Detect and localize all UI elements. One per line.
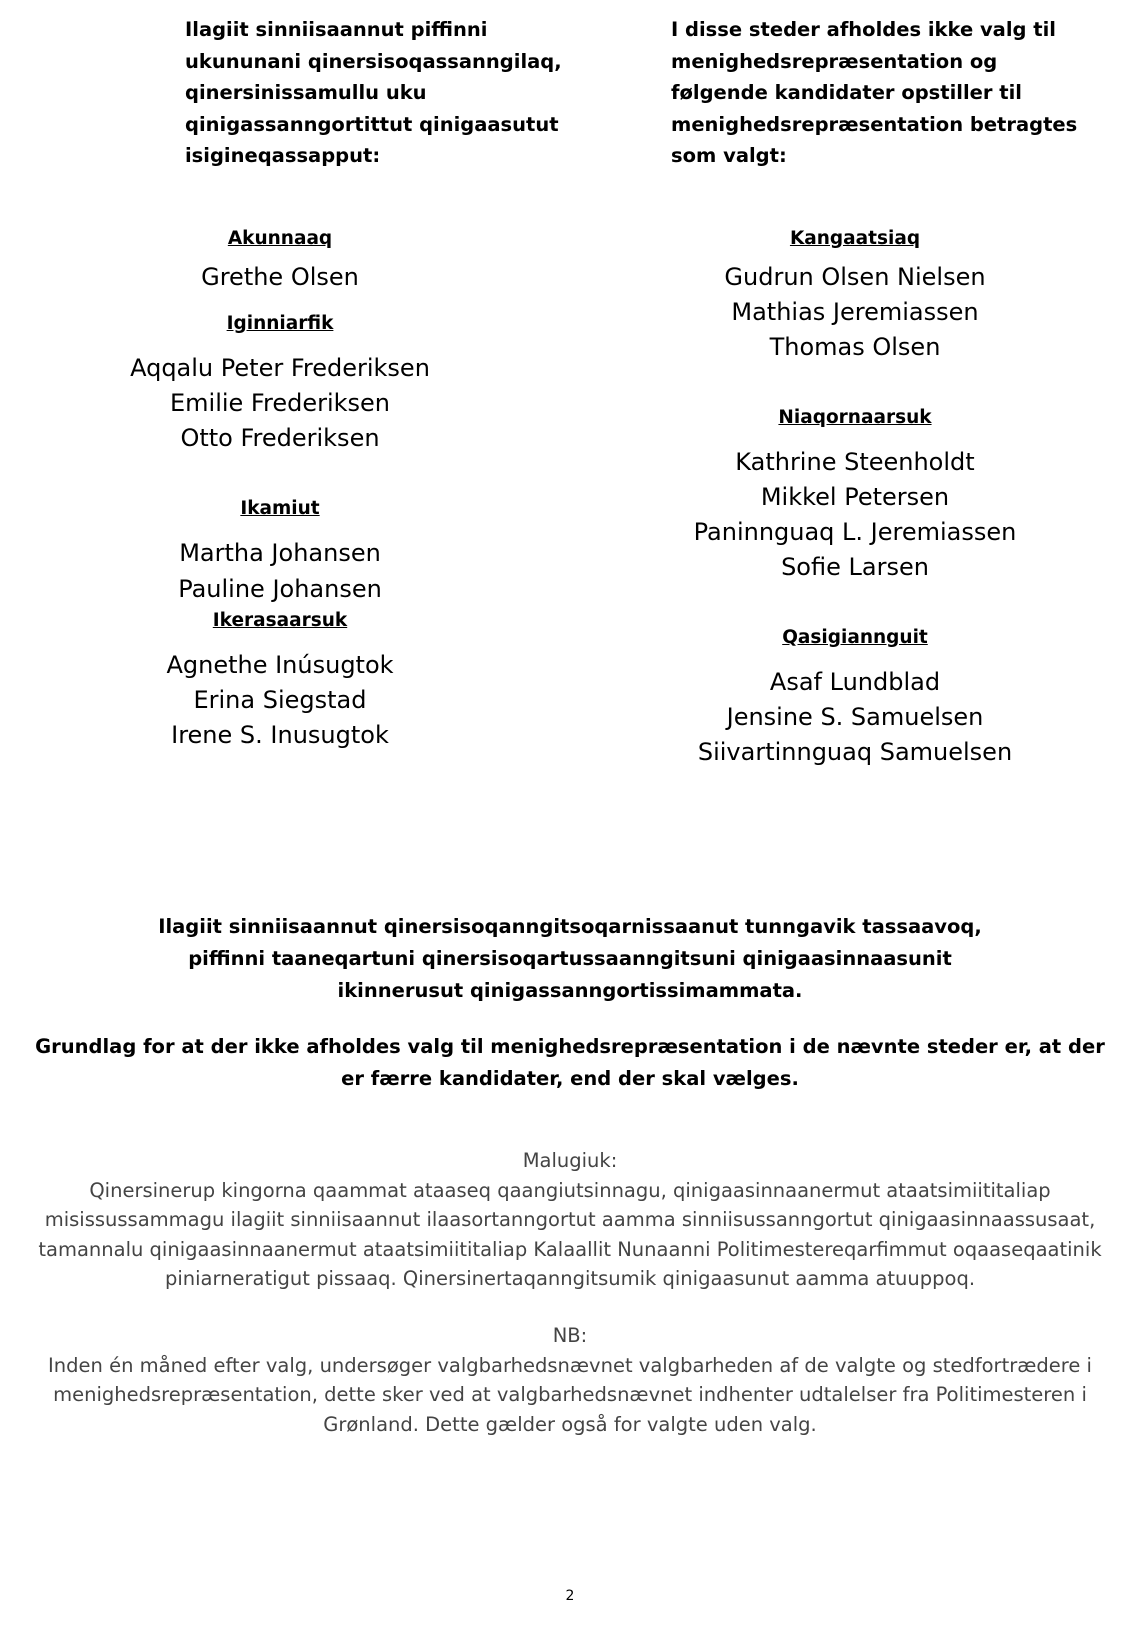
candidate-name: Gudrun Olsen Nielsen [724,263,986,291]
candidate-list [655,260,1055,365]
place-section [655,226,1055,365]
note-danish [20,1321,1120,1439]
note-text: Qinersinerup kingorna qaammat ataaseq qaangiutsinnagu, qinigaasinnaanermut ataatsimiititaliap misissussammagu ilagiit sinniisaannut ilaasortanngortut aamma sinniisussanngortut qinigaasinnaassusaat, tamannalu qinigaasinnaanermut ataatsimiititaliap Kalaallit Nunaanni Politimestereqarfimmut oqaaseqaatinik piniarneratigut pissaaq. Qinersinertaqanngitsumik qinigaasunut aamma atuuppoq. [38,1178,1102,1290]
note-text: Inden én måned efter valg, undersøger valgbarhedsnævnet valgbarheden af de valgte og stedfortrædere i menighedsrepræsentation, dette sker ved at valgbarhedsnævnet indhenter udtalelser fra Politimesteren i Grønland. Dette gælder også for valgte uden valg. [48,1353,1092,1436]
candidate-name: Irene S. Inusugtok [171,721,389,749]
place-heading: Kangaatsiaq [789,228,921,249]
right-column [655,226,1055,770]
place-heading: Niaqornaarsuk [778,407,932,428]
place-heading: Akunnaaq [227,228,333,249]
place-section [80,496,480,608]
candidate-name: Sofie Larsen [781,553,929,581]
place-section [80,226,480,295]
candidate-name: Paninnguaq L. Jeremiassen [693,518,1017,546]
candidate-name: Pauline Johansen [178,575,382,603]
candidate-name: Martha Johansen [179,539,381,567]
place-section [80,311,480,456]
page-number: 2 [565,1588,575,1604]
candidate-name: Agnethe Inúsugtok [166,651,394,679]
place-heading: Iginniarfik [226,313,334,334]
candidate-name: Thomas Olsen [769,333,941,361]
place-heading: Ikamiut [240,498,320,519]
candidate-name: Asaf Lundblad [769,668,941,696]
place-section [80,608,480,753]
candidate-list [655,445,1055,585]
left-column [80,226,480,753]
note-greenlandic [20,1146,1120,1294]
place-heading: Qasigiannguit [782,627,928,648]
candidate-name: Emilie Frederiksen [169,389,391,417]
candidate-list [80,351,480,456]
statement-greenlandic: Ilagiit sinniisaannut qinersisoqanngitsoqarnissaanut tunngavik tassaavoq, piffinni taaneqartuni qinersisoqartussaanngitsuni qinigaasinnaasunit ikinnerusut qinigassanngortissimammata. [158,915,982,1002]
note-heading: NB: [552,1324,588,1347]
candidate-name: Mathias Jeremiassen [731,298,979,326]
candidate-name: Mikkel Petersen [760,483,950,511]
candidate-name: Jensine S. Samuelsen [726,703,984,731]
note-heading: Malugiuk: [522,1149,618,1172]
candidate-name: Otto Frederiksen [180,424,380,452]
candidate-list [655,665,1055,770]
candidate-name: Kathrine Steenholdt [735,448,975,476]
intro-greenlandic: Ilagiit sinniisaannut piffinni ukununani qinersisoqassanngilaq, qinersinissamullu uku qinigassanngortittut qinigaasutut isigineqassapput: [185,18,562,167]
place-heading: Ikerasaarsuk [212,610,348,631]
candidate-name: Erina Siegstad [193,686,367,714]
statement-danish: Grundlag for at der ikke afholdes valg til menighedsrepræsentation i de nævnte steder er, at der er færre kandidater, end der skal vælges. [35,1035,1105,1090]
place-section [655,405,1055,585]
candidate-list [80,648,480,753]
candidate-name: Siivartinnguaq Samuelsen [697,738,1013,766]
candidate-list [80,260,480,295]
candidate-list [80,536,480,608]
place-section [655,625,1055,770]
candidate-name: Grethe Olsen [201,263,359,291]
candidate-name: Aqqalu Peter Frederiksen [130,354,430,382]
intro-danish: I disse steder afholdes ikke valg til menighedsrepræsentation og følgende kandidater opstiller til menighedsrepræsentation betragtes som valgt: [671,18,1078,167]
